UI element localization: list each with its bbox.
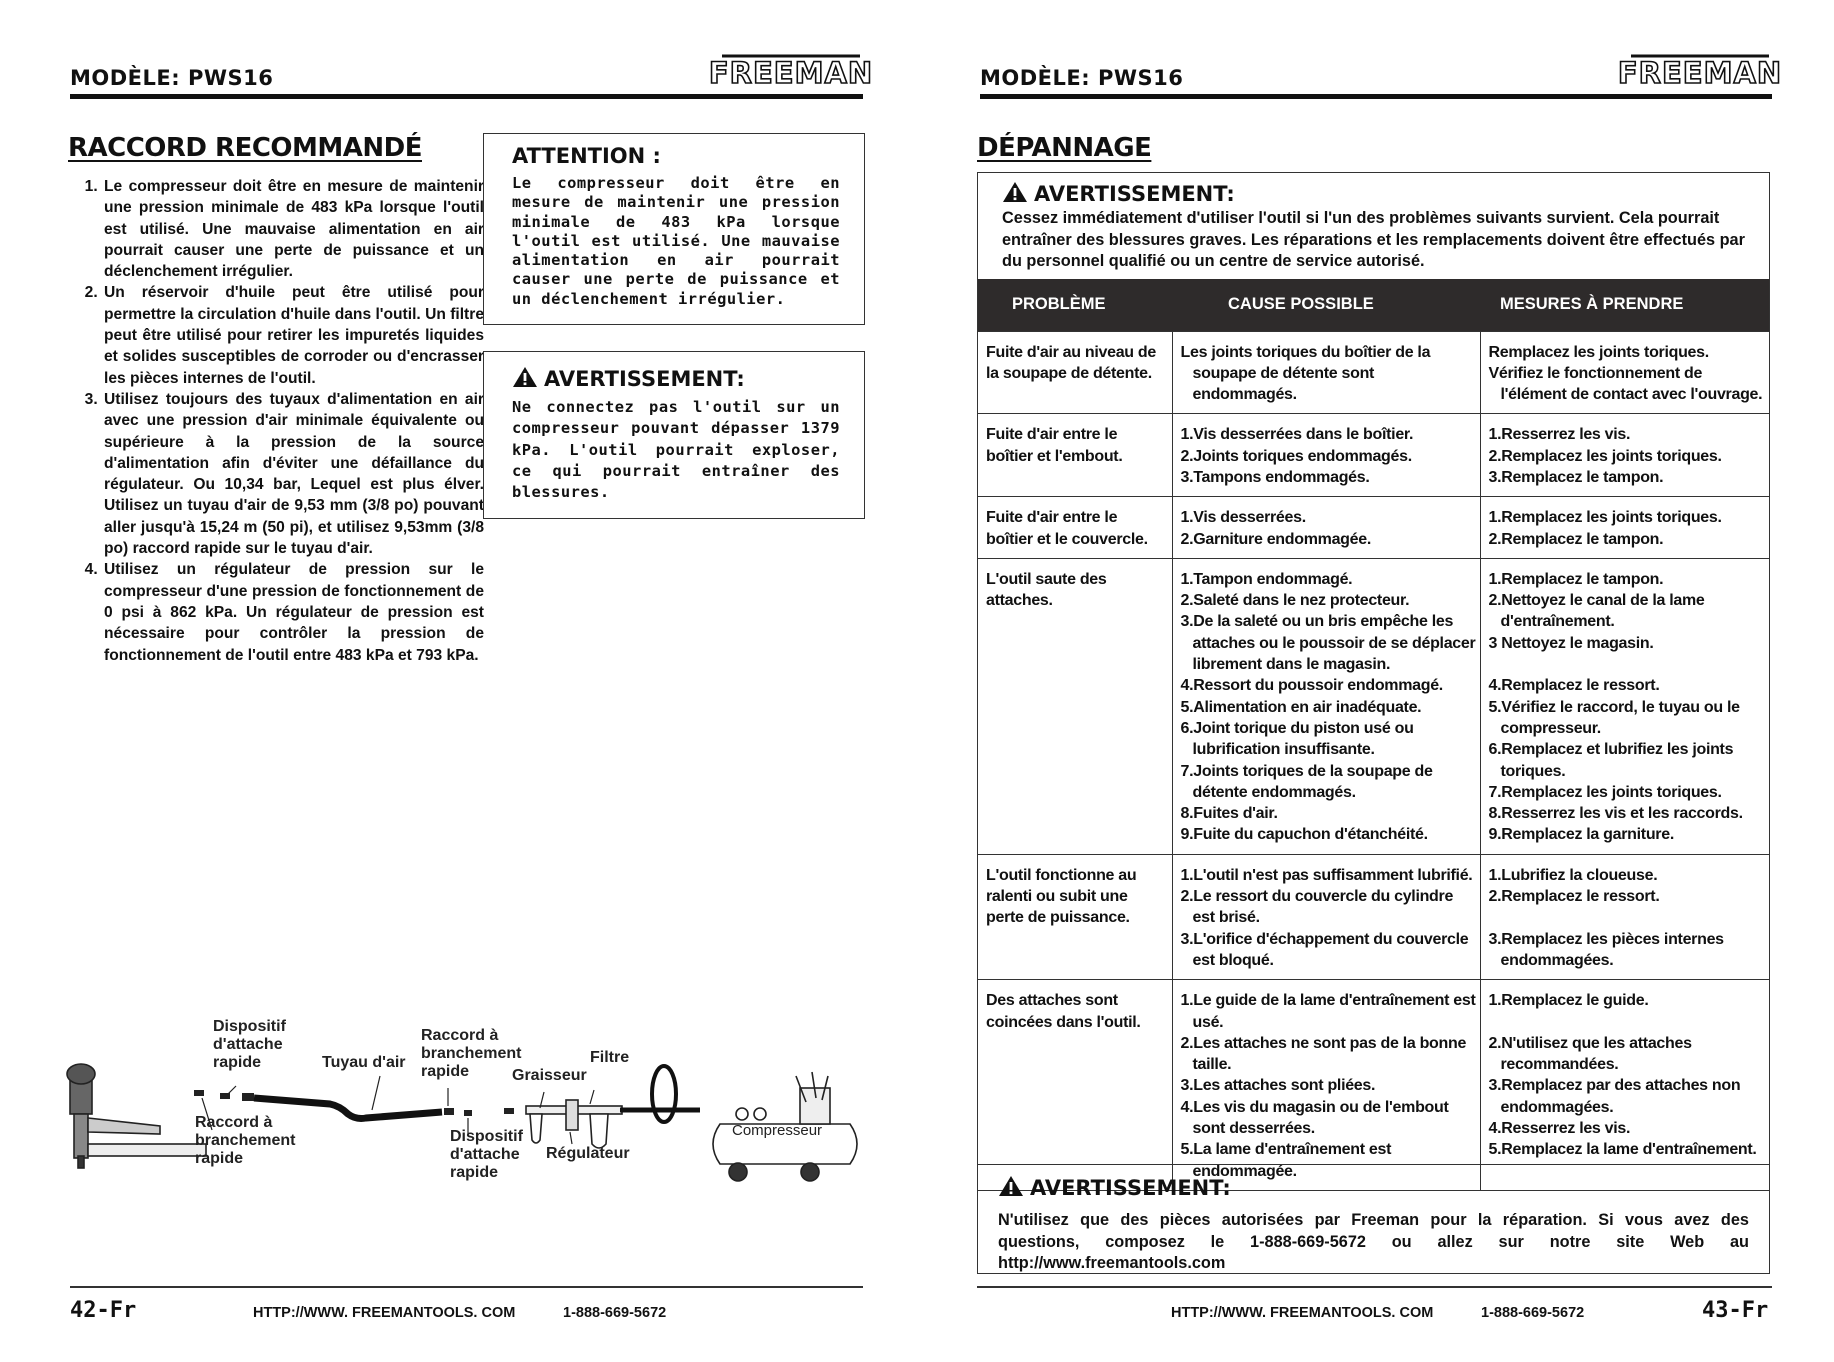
problem-cell: Fuite d'air entre le boîtier et le couvercle. [978,497,1172,559]
troubleshooting-panel [977,172,1770,1191]
list-item: 1.Remplacez les joints toriques. [1488,509,1722,527]
list-item: 3.Tampons endommagés. [1180,468,1370,486]
cause-cell [1172,980,1480,1190]
freeman-logo [708,50,874,90]
section-title: RACCORD RECOMMANDÉ [68,133,422,163]
action-cell [1480,558,1769,854]
list-item [1489,1012,1766,1033]
warning-icon [1002,181,1028,203]
cause-cell [1172,497,1480,559]
list-item: 4.Remplacez le ressort. [1488,677,1660,695]
nailer-icon [67,1064,206,1168]
list-item: 8.Resserrez les vis et les raccords. [1488,805,1743,823]
list-item: 7.Remplacez les joints toriques. [1488,783,1722,801]
list-item: 2.Garniture endommagée. [1180,530,1371,548]
list-item: 1.Remplacez le guide. [1488,992,1649,1010]
warning-bottom-text: N'utilisez que des pièces autorisées par Freeman pour la réparation. Si vous avez des questions, composez le 1-888-669-5672 ou allez sur notre site Web au http://www.freemantools.com [998,1211,1749,1272]
page-number: 43-Fr [1702,1298,1769,1323]
cause-cell [1172,854,1480,979]
list-item: 2.Le ressort du couvercle du cylindre est brisé. [1180,888,1454,927]
list-item: 6.Joint torique du piston usé ou lubrification insuffisante. [1180,719,1414,759]
section-title: DÉPANNAGE [977,133,1152,163]
list-item: 3.L'orifice d'échappement du couvercle est bloqué. [1180,930,1469,969]
list-item: 1.Le guide de la lame d'entraînement est usé. [1180,992,1476,1031]
problem-cell: Des attaches sont coincées dans l'outil. [978,980,1172,1190]
footer-url[interactable]: HTTP://WWW. FREEMANTOOLS. COM [1171,1305,1434,1321]
troubleshooting-rows [978,331,1769,1190]
list-item: 6.Remplacez et lubrifiez les joints toriques. [1488,741,1734,780]
action-cell [1480,414,1769,497]
list-item: 2.Joints toriques endommagés. [1180,447,1412,465]
footer-rule [70,1286,863,1288]
warning-top-title-text: AVERTISSEMENT: [1034,182,1235,206]
action-cell [1480,331,1769,414]
problem-cell: Fuite d'air au niveau de la soupape de détente. [978,331,1172,414]
table-row [978,558,1769,854]
list-item: 9.Fuite du capuchon d'étanchéité. [1180,826,1428,844]
action-cell [1480,854,1769,979]
list-item: 9.Remplacez la garniture. [1488,826,1674,844]
list-item: 2.Nettoyez le canal de la lame d'entraînement. [1488,592,1705,631]
problem-cell: L'outil fonctionne au ralenti ou subit une perte de puissance. [978,854,1172,979]
list-item: 2.Remplacez le tampon. [1488,530,1664,548]
warning-bottom-title [998,1175,1231,1200]
label-raccord-branchement-top: Raccord à branchement rapide [421,1027,522,1080]
attention-title: ATTENTION : [512,144,661,168]
table-row [978,331,1769,414]
list-item: 5.Alimentation en air inadéquate. [1180,698,1422,716]
table-row [978,414,1769,497]
list-item: 1.Tampon endommagé. [1180,570,1353,588]
list-item: 5.Vérifiez le raccord, le tuyau ou le compresseur. [1488,698,1740,737]
footer-rule [977,1286,1772,1288]
list-item: 1. Le compresseur doit être en mesure de maintenir une pression minimale de 483 kPa lorsque l'outil est utilisé. Une mauvaise alimentation en air pourrait causer une perte de puissance et un déclenchement irrégulier. [102,176,484,282]
list-item: 1.Vis desserrées dans le boîtier. [1180,426,1414,444]
problem-cell: L'outil saute des attaches. [978,558,1172,854]
list-item: Vérifiez le fonctionnement de l'élément de contact avec l'ouvrage. [1488,364,1763,404]
list-item: 3.Les attaches sont pliées. [1180,1077,1376,1095]
cause-cell [1172,414,1480,497]
list-item: 2.Remplacez le ressort. [1488,888,1660,906]
footer-phone: 1-888-669-5672 [1481,1305,1585,1321]
attention-text: Le compresseur doit être en mesure de maintenir une pression minimale de 483 kPa lorsque l'outil est utilisé. Une mauvaise alimentation en air pourrait causer une perte de puissance et un déclenchement irrégulier. [512,174,840,308]
troubleshooting-table [978,279,1769,1190]
list-item: 1.Vis desserrées. [1180,509,1306,527]
list-item: 2.Saleté dans le nez protecteur. [1180,592,1410,610]
list-item: 2.Les attaches ne sont pas de la bonne taille. [1180,1034,1467,1074]
attention-box [483,133,865,325]
warning-title [512,366,745,391]
list-item: Les joints toriques du boîtier de la soupape de détente sont endommagés. [1180,343,1431,404]
header-rule [980,94,1772,99]
warning-icon [512,366,538,388]
cause-cell [1172,558,1480,854]
table-row [978,854,1769,979]
svg-text:FREEMAN: FREEMAN [708,56,874,90]
list-item: 4.Ressort du poussoir endommagé. [1180,677,1443,695]
warning-title-text: AVERTISSEMENT: [544,367,745,391]
action-cell [1480,980,1769,1190]
list-item: 2.N'utilisez que les attaches recommandées. [1488,1034,1692,1074]
list-item: 4.Les vis du magasin ou de l'embout sont desserrées. [1180,1098,1449,1137]
list-item: 1.Lubrifiez la cloueuse. [1488,866,1658,884]
warning-bottom-title-text: AVERTISSEMENT: [1030,1176,1231,1200]
table-row [978,497,1769,559]
svg-text:FREEMAN: FREEMAN [1617,56,1783,90]
label-dispositif-attache-rapide: Dispositif d'attache rapide [213,1018,286,1071]
warning-icon [998,1175,1024,1197]
label-filtre: Filtre [590,1049,630,1066]
warning-top-text: Cessez immédiatement d'utiliser l'outil si l'un des problèmes suivants survient. Cela pourrait entraîner des blessures graves. Les réparations et les remplacements doivent être effectués par du personnel qualifié ou un centre de service autorisé. [1002,209,1745,270]
header-rule [70,94,863,99]
list-item: 3.Remplacez le tampon. [1488,468,1664,486]
header-probleme: PROBLÈME [978,279,1172,332]
table-row [978,980,1769,1190]
list-item: 2. Un réservoir d'huile peut être utilisé pour permettre la circulation d'huile dans l'outil. Un filtre peut être utilisé pour retirer les impuretés liquides et solides susceptibles de corroder ou d'encrasser les pièces internes de l'outil. [102,282,484,388]
cause-cell [1172,331,1480,414]
list-item: 3. Utilisez toujours des tuyaux d'alimentation en air avec une pression d'air minimale équivalente ou supérieure à la pression de la source d'alimentation afin d'éviter une défaillance du régulateur. Ou 10,34 bar, Lequel est plus élver. Utilisez un tuyau d'air de 9,53 mm (3/8 po) pouvant aller jusqu'à 15,24 m (50 pi), et utilisez 9,53mm (3/8 po) raccord rapide sur le tuyau d'air. [102,389,484,559]
model-label: MODÈLE: PWS16 [70,66,274,90]
label-regulateur: Régulateur [546,1145,630,1162]
list-item: 3 Nettoyez le magasin. [1488,634,1654,652]
list-item: 8.Fuites d'air. [1180,805,1278,823]
warning-bottom [977,1164,1770,1274]
list-item: Remplacez les joints toriques. [1488,343,1709,361]
footer-phone: 1-888-669-5672 [563,1305,667,1321]
list-item: 1.Resserrez les vis. [1488,426,1631,444]
page-number: 42-Fr [70,1298,137,1323]
warning-top [978,173,1769,279]
recommendation-list [68,176,484,666]
list-item: 3.Remplacez les pièces internes endommagées. [1488,930,1724,969]
footer-url[interactable]: HTTP://WWW. FREEMANTOOLS. COM [253,1305,516,1321]
header-cause: CAUSE POSSIBLE [1172,279,1480,332]
list-item: 3.De la saleté ou un bris empêche les attaches ou le poussoir de se déplacer librement dans le magasin. [1180,613,1476,674]
list-item: 3.Remplacez par des attaches non endommagées. [1488,1077,1741,1116]
list-item: 1.L'outil n'est pas suffisamment lubrifié. [1180,866,1473,884]
freeman-logo [1617,50,1783,90]
label-raccord-branchement-bottom: Raccord à branchement rapide [195,1114,296,1167]
list-item: 5.La lame d'entraînement est endommagée. [1180,1141,1392,1180]
header-mesures: MESURES À PRENDRE [1480,279,1769,332]
label-graisseur: Graisseur [512,1067,587,1084]
list-item: 4.Resserrez les vis. [1488,1120,1631,1137]
warning-box [483,351,865,519]
label-compresseur: Compresseur [732,1122,823,1139]
label-dispositif-attache-rapide-2: Dispositif d'attache rapide [450,1128,523,1181]
list-item [1489,654,1766,675]
warning-top-title [1002,181,1745,206]
problem-cell: Fuite d'air entre le boîtier et l'embout. [978,414,1172,497]
model-label: MODÈLE: PWS16 [980,66,1184,90]
list-item: 1.Remplacez le tampon. [1488,570,1664,588]
list-item: 2.Remplacez les joints toriques. [1488,447,1722,465]
action-cell [1480,497,1769,559]
warning-text: Ne connectez pas l'outil sur un compresseur pouvant dépasser 1379 kPa. L'outil pourrait exploser, ce qui pourrait entraîner des blessures. [512,398,840,502]
list-item: 7.Joints toriques de la soupape de détente endommagés. [1180,762,1433,801]
list-item [1489,907,1766,928]
list-item: 5.Remplacez la lame d'entraînement. [1488,1141,1757,1159]
list-item: 4. Utilisez un régulateur de pression sur le compresseur d'une pression de fonctionnement de 0 psi à 862 kPa. Un régulateur de pression est nécessaire pour contrôler la pression de fonctionnement de l'outil entre 483 kPa et 793 kPa. [102,559,484,665]
label-tuyau-air: Tuyau d'air [322,1054,406,1071]
right-page [917,0,1834,1362]
